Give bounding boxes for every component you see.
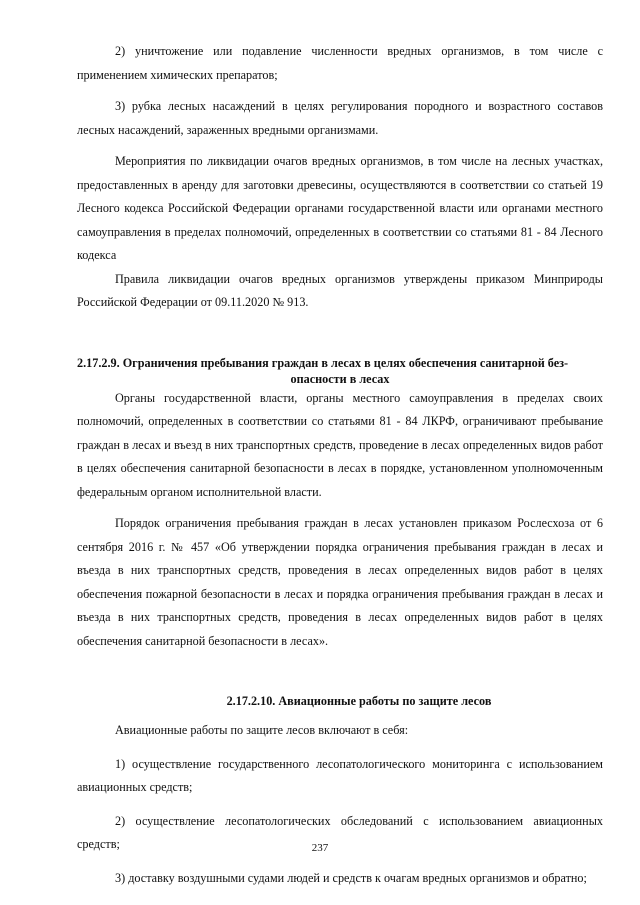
paragraph: 2) осуществление лесопатологических обследований с использованием авиационных средств; [77,813,603,851]
paragraph: Мероприятия по ликвидации очагов вредных организмов, в том числе на лесных участках, предоставленных в аренду для заготовки древесины, осуществляются в соответствии со статьей 19 Лесного кодекса Российской Федерации органами государственной власти или органами местного самоуправления в пределах полномочий, определенных в соответствии со статьями 81 - 84 Лесного кодекса [77,154,603,262]
page-number: 237 [311,842,329,854]
paragraph: Органы государственной власти, органы местного самоуправления в пределах своих полномочий, определенных в соответствии со статьями 81 - 84 ЛКРФ, ограничивают пребывание граждан в лесах и въезд в них транспортных средств, проведение в лесах определенных видов работ в целях обеспечения санитарной безопасности в лесах в порядке, установленном уполномоченным федеральным органом исполнительной власти. [77,390,603,499]
section-heading [77,355,603,387]
paragraph: 3) рубка лесных насаждений в целях регулирования породного и возрастного составов лесных насаждений, зараженных вредными организмами. [77,99,603,137]
paragraph: 1) осуществление государственного лесопатологического мониторинга с использованием авиационных средств; [77,756,603,794]
paragraph: 3) доставку воздушными судами людей и средств к очагам вредных организмов и обратно; [115,870,587,885]
document-page [77,40,603,890]
paragraph: Авиационные работы по защите лесов включают в себя: [115,723,409,737]
paragraph: 2) уничтожение или подавление численности вредных организмов, в том числе с применением химических препаратов; [77,44,603,82]
section-heading-line1: 2.17.2.9. Ограничения пребывания граждан в лесах в целях обеспечения санитарной без- [77,355,569,370]
section-heading-line2: опасности в лесах [290,371,390,386]
paragraph: Порядок ограничения пребывания граждан в лесах установлен приказом Рослесхоза от 6 сентября 2016 г. № 457 «Об утверждении порядка ограничения пребывания граждан в лесах и въезда в них транспортных средств, проведения в лесах определенных видов работ в целях обеспечения пожарной безопасности в лесах и порядка ограничения пребывания граждан в лесах и въезда в них транспортных средств, проведения в лесах определенных видов работ в целях обеспечения санитарной безопасности в лесах». [77,516,603,648]
section-heading: 2.17.2.10. Авиационные работы по защите лесов [226,694,492,708]
paragraph: Правила ликвидации очагов вредных организмов утверждены приказом Минприроды Российской Федерации от 09.11.2020 № 913. [77,271,603,309]
